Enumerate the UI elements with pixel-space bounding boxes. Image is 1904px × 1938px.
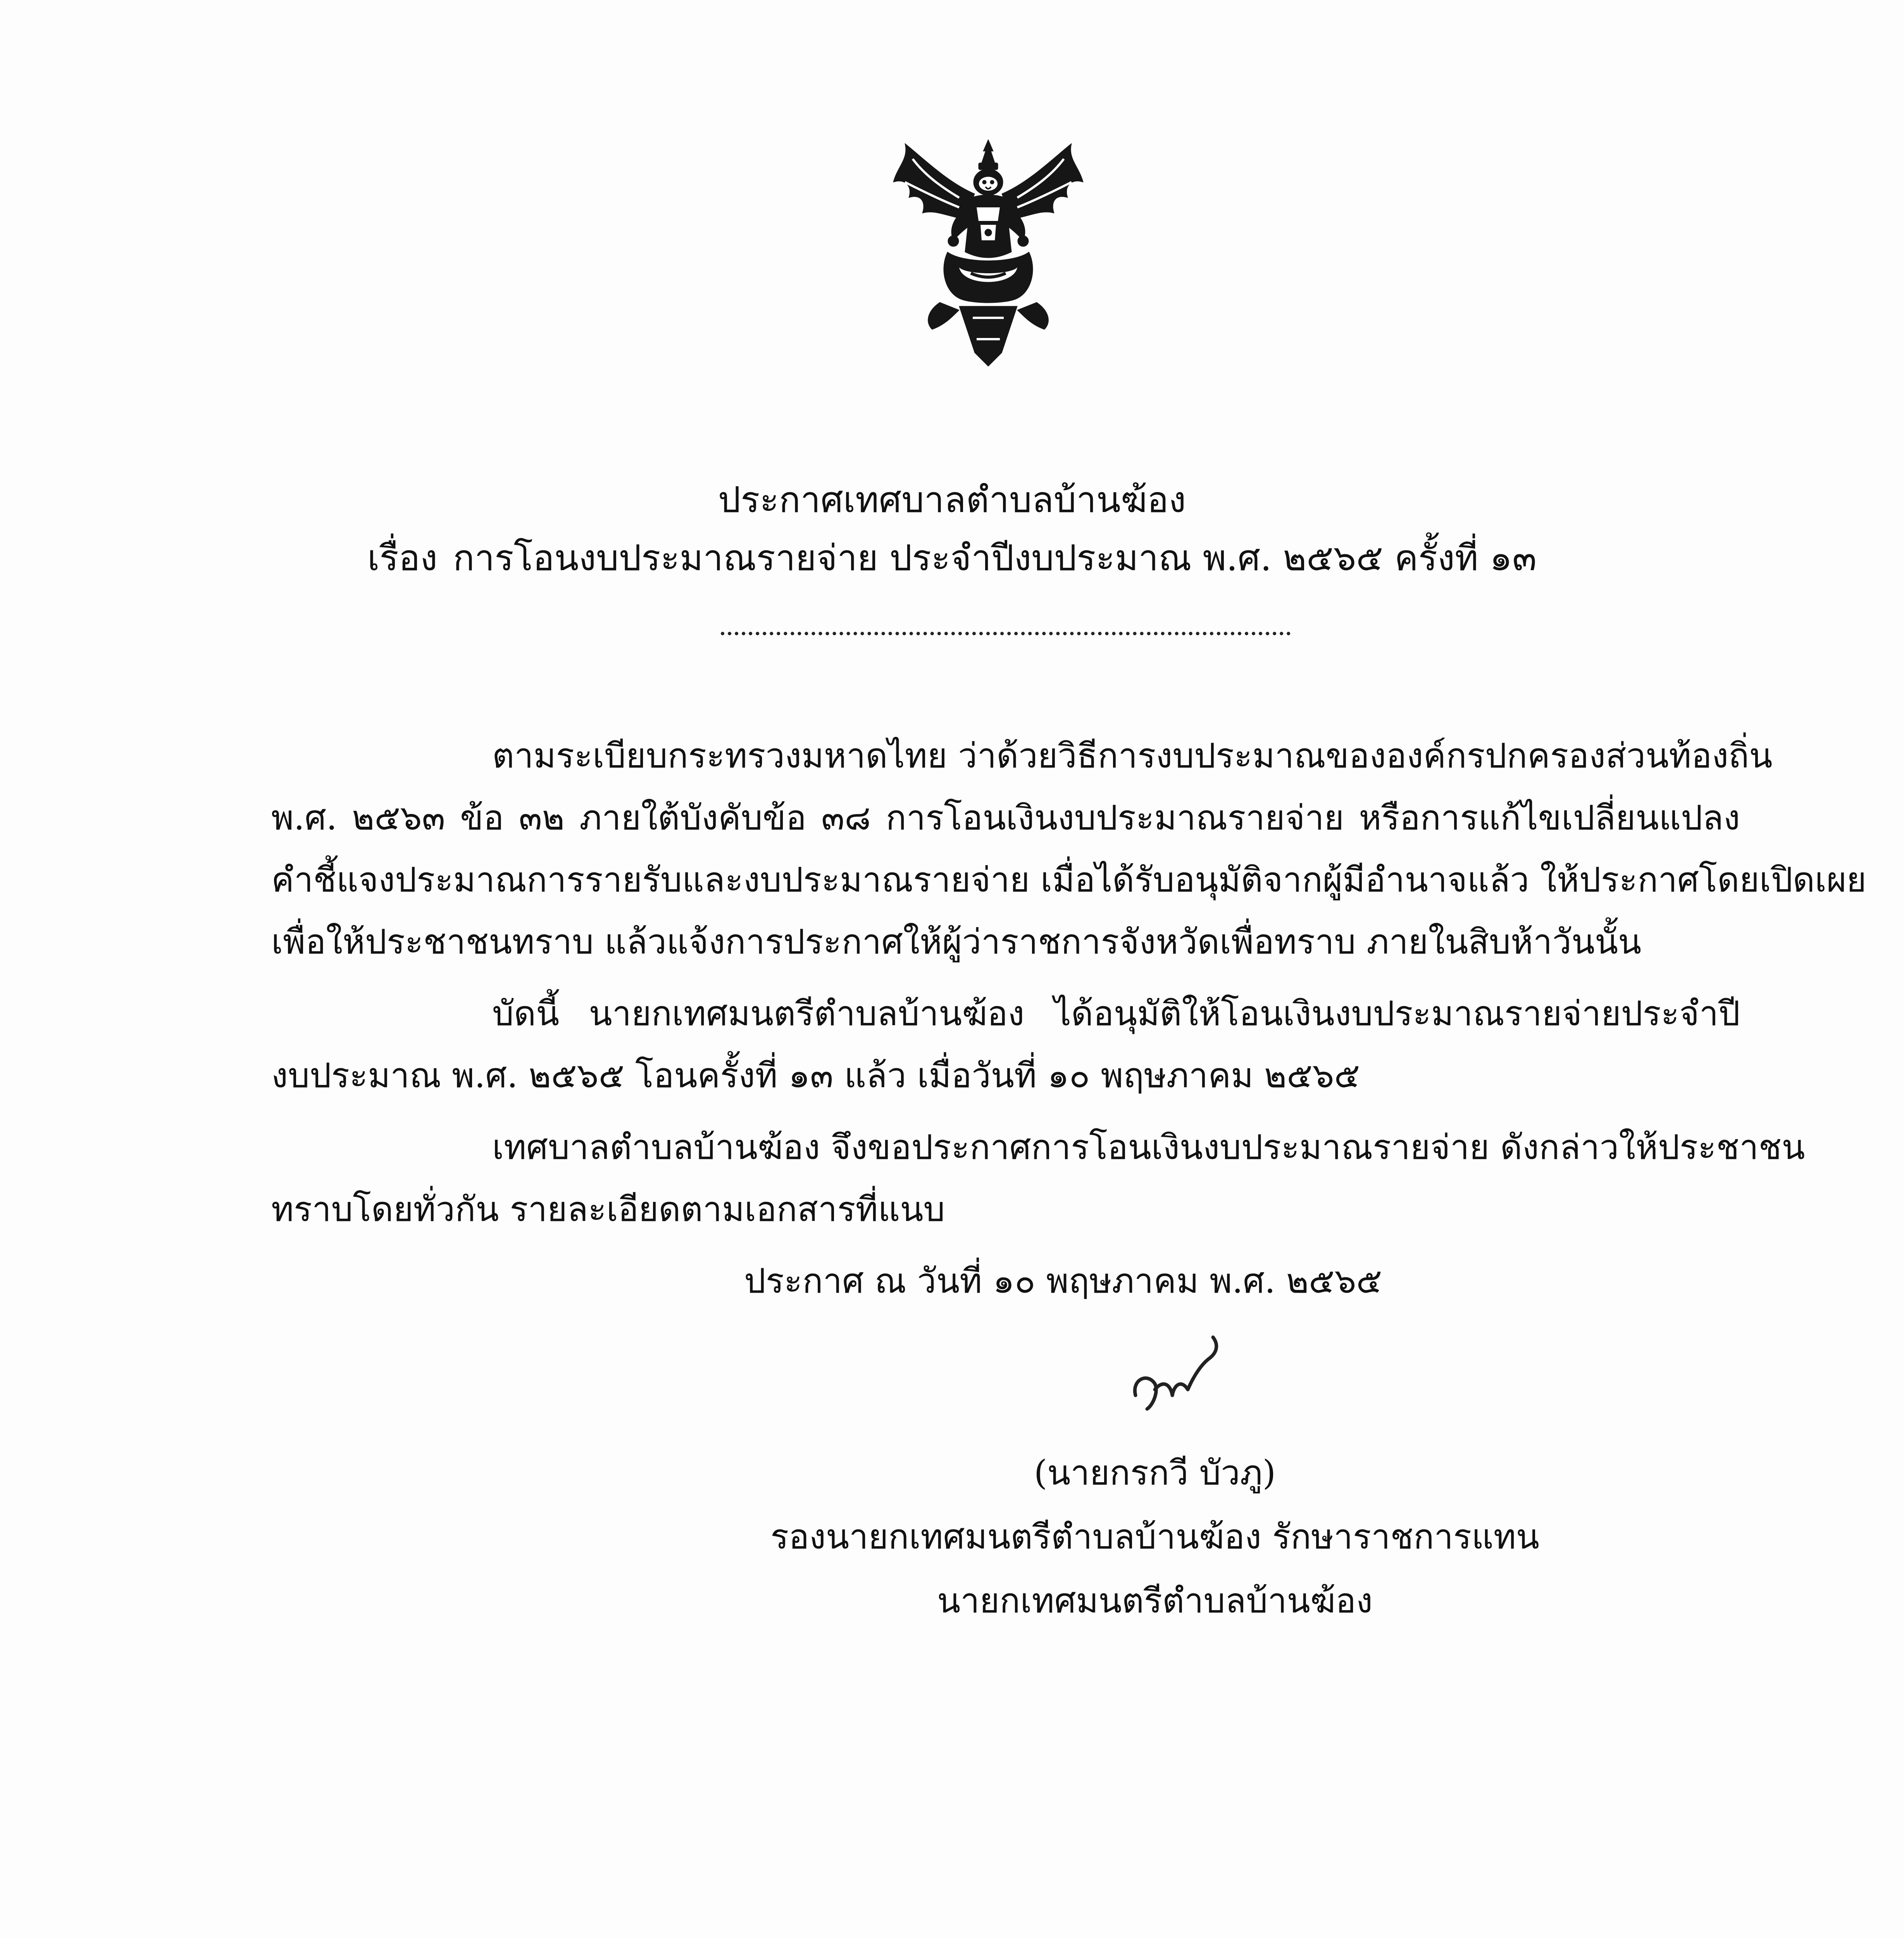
- subject-label: เรื่อง: [367, 537, 438, 579]
- paragraph-1-line-3: คำชี้แจงประมาณการรายรับและงบประมาณรายจ่าย เมื่อได้รับอนุมัติจากผู้มีอำนาจแล้ว ให้ประกาศโดยเปิดเผย: [271, 860, 1867, 900]
- handwritten-signature: [1120, 1322, 1248, 1430]
- subject-text: การโอนงบประมาณรายจ่าย ประจำปีงบประมาณ พ.ศ. ๒๕๖๕ ครั้งที่ ๑๓: [453, 537, 1537, 579]
- signer-name: (นายกรกวี บัวภู): [1034, 1453, 1276, 1493]
- paragraph-3-line-1: เทศบาลตำบลบ้านฆ้อง จึงขอประกาศการโอนเงินงบประมาณรายจ่าย ดังกล่าวให้ประชาชน: [492, 1127, 1805, 1167]
- paragraph-1-line-1: ตามระเบียบกระทรวงมหาดไทย ว่าด้วยวิธีการงบประมาณขององค์กรปกครองส่วนท้องถิ่น: [492, 736, 1773, 776]
- signer-position-2: นายกเทศมนตรีตำบลบ้านฆ้อง: [937, 1581, 1373, 1621]
- garuda-emblem-icon: [882, 136, 1095, 368]
- announcement-subject: [0, 533, 1904, 583]
- paragraph-1-line-2: พ.ศ. ๒๕๖๓ ข้อ ๓๒ ภายใต้บังคับข้อ ๓๘ การโอนเงินงบประมาณรายจ่าย หรือการแก้ไขเปลี่ยนแปลง: [271, 798, 1740, 838]
- announcement-title: ประกาศเทศบาลตำบลบ้านฆ้อง: [718, 479, 1186, 521]
- paragraph-1-line-4: เพื่อให้ประชาชนทราบ แล้วแจ้งการประกาศให้ผู้ว่าราชการจังหวัดเพื่อทราบ ภายในสิบห้าวันนั้น: [271, 922, 1642, 962]
- signer-position-1: รองนายกเทศมนตรีตำบลบ้านฆ้อง รักษาราชการแทน: [770, 1517, 1540, 1557]
- dotted-divider: [721, 632, 1291, 635]
- paragraph-2-line-2: งบประมาณ พ.ศ. ๒๕๖๕ โอนครั้งที่ ๑๓ แล้ว เมื่อวันที่ ๑๐ พฤษภาคม ๒๕๖๕: [271, 1055, 1360, 1095]
- paragraph-2-line-1: บัดนี้ นายกเทศมนตรีตำบลบ้านฆ้อง ได้อนุมัติให้โอนเงินงบประมาณรายจ่ายประจำปี: [492, 993, 1740, 1033]
- announcement-date: ประกาศ ณ วันที่ ๑๐ พฤษภาคม พ.ศ. ๒๕๖๕: [744, 1261, 1382, 1301]
- paragraph-3-line-2: ทราบโดยทั่วกัน รายละเอียดตามเอกสารที่แนบ: [271, 1189, 945, 1229]
